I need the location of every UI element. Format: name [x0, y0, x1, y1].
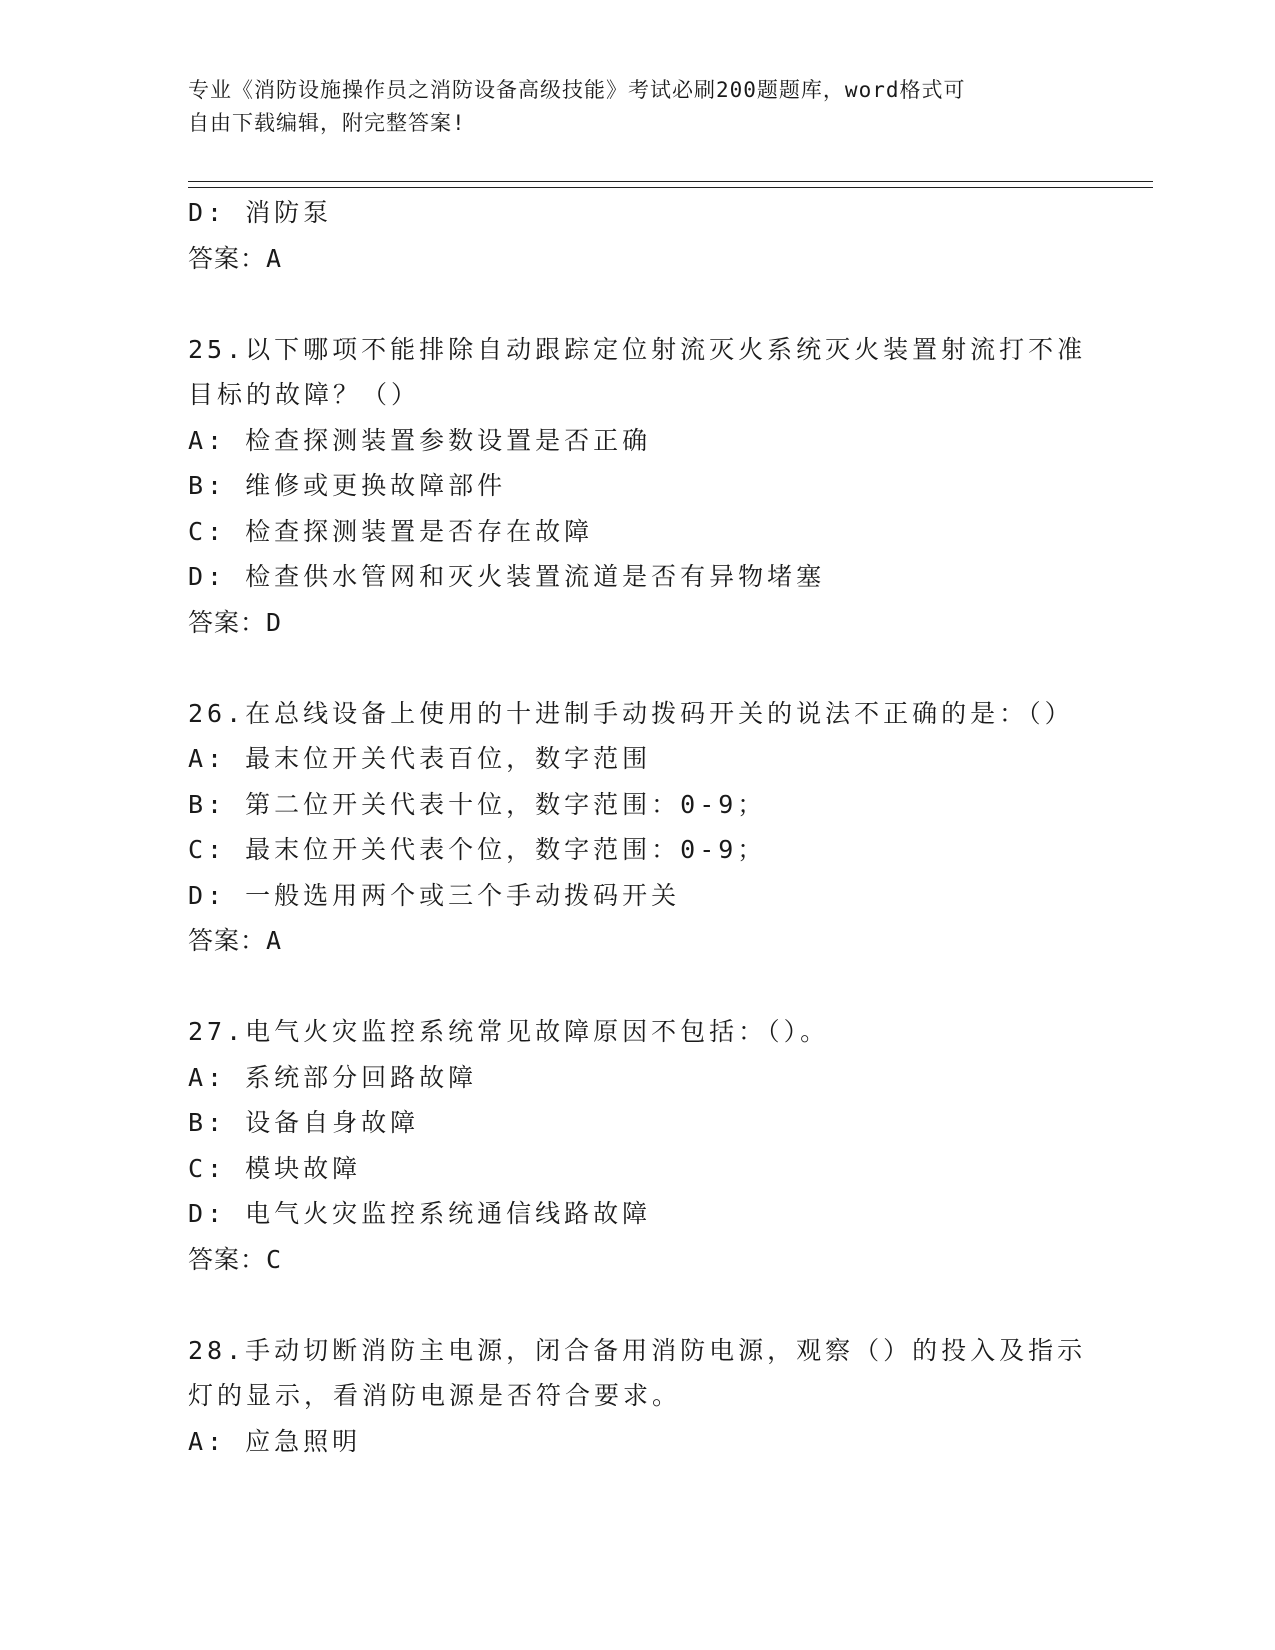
- option-c: C: 最末位开关代表个位，数字范围：0-9；: [188, 835, 767, 864]
- question-stem: 25.以下哪项不能排除自动跟踪定位射流灭火系统灭火装置射流打不准: [188, 334, 1087, 364]
- question-25: [188, 327, 1088, 646]
- option-d: D: 一般选用两个或三个手动拨码开关: [188, 880, 681, 910]
- header-divider: [188, 181, 1153, 188]
- option-a: A: 最末位开关代表百位，数字范围: [188, 744, 652, 773]
- question-26: [188, 691, 1088, 964]
- question-stem: 28.手动切断消防主电源，闭合备用消防电源，观察（）的投入及指示: [188, 1335, 1087, 1365]
- option-c: C: 模块故障: [188, 1153, 362, 1183]
- option-a: A: 检查探测装置参数设置是否正确: [188, 425, 652, 455]
- answer: 答案：D: [188, 607, 283, 637]
- question-28: [188, 1328, 1088, 1465]
- question-27: [188, 1009, 1088, 1282]
- option-b: B: 维修或更换故障部件: [188, 471, 507, 500]
- header-line-1: 专业《消防设施操作员之消防设备高级技能》考试必刷200题题库，word格式可: [188, 78, 966, 102]
- question-list: [188, 190, 1088, 1464]
- option-d: D: 消防泵: [188, 198, 333, 227]
- answer: 答案：A: [188, 243, 283, 273]
- option-d: D: 检查供水管网和灭火装置流道是否有异物堵塞: [188, 562, 826, 591]
- answer: 答案：A: [188, 926, 283, 955]
- option-d: D: 电气火灾监控系统通信线路故障: [188, 1199, 652, 1228]
- option-b: B: 第二位开关代表十位，数字范围：0-9；: [188, 789, 767, 819]
- option-c: C: 检查探测装置是否存在故障: [188, 516, 594, 546]
- question-stem: 灯的显示，看消防电源是否符合要求。: [188, 1381, 682, 1410]
- answer: 答案：C: [188, 1244, 283, 1274]
- question-stem: 27.电气火灾监控系统常见故障原因不包括：（）。: [188, 1017, 830, 1046]
- question-stem: 26.在总线设备上使用的十进制手动拨码开关的说法不正确的是：（）: [188, 698, 1074, 728]
- option-a: A: 系统部分回路故障: [188, 1062, 478, 1092]
- option-a: A: 应急照明: [188, 1426, 362, 1456]
- question-stem: 目标的故障？（）: [188, 380, 421, 409]
- header-line-2: 自由下载编辑，附完整答案!: [188, 111, 466, 135]
- option-b: B: 设备自身故障: [188, 1108, 420, 1137]
- document-header: [188, 74, 1068, 140]
